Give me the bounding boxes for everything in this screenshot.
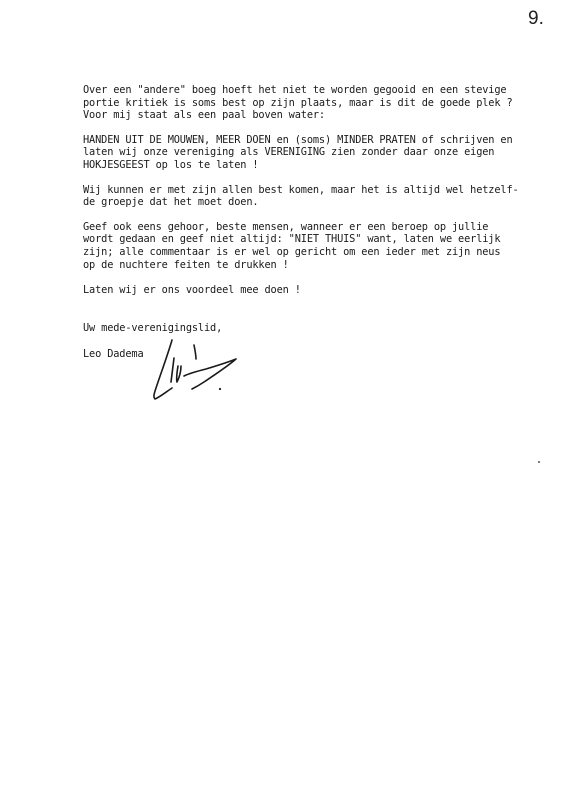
paragraph-4 [83,221,535,271]
paragraph-2 [83,134,535,172]
paragraph-5 [83,284,535,297]
sender-name: Leo Dadema [83,348,144,360]
page-number: 9. [528,8,544,29]
text-line: HANDEN UIT DE MOUWEN, MEER DOEN en (soms) MINDER PRATEN of schrijven en [83,133,513,146]
closing-salutation: Uw mede-verenigingslid, [83,322,223,334]
paragraph-3 [83,184,535,209]
text-line: Geef ook eens gehoor, beste mensen, wanneer er een beroep op jullie [83,220,489,233]
text-line: laten wij onze vereniging als VERENIGING zien zonder daar onze eigen [83,146,495,159]
text-line: portie kritiek is soms best op zijn plaats, maar is dit de goede plek ? [83,96,513,109]
text-line: Over een "andere" boeg hoeft het niet te worden gegooid en een stevige [83,84,507,96]
paragraph-1 [83,84,535,122]
edge-mark [538,461,540,463]
text-line: Voor mij staat als een paal boven water: [83,109,325,122]
text-line: wordt gedaan en geef niet altijd: "NIET THUIS" want, laten we eerlijk [83,233,501,246]
text-line: zijn; alle commentaar is er wel op gericht om een ieder met zijn neus [83,245,501,258]
text-line: op de nuchtere feiten te drukken ! [83,258,289,271]
text-line: de groepje dat het moet doen. [83,196,259,209]
handwritten-signature [150,336,250,406]
text-line: Wij kunnen er met zijn allen best komen, maar het is altijd wel hetzelf- [83,183,519,196]
text-line: HOKJESGEEST op los te laten ! [83,158,259,171]
text-line: Laten wij er ons voordeel mee doen ! [83,284,301,297]
letter-body [83,84,535,297]
